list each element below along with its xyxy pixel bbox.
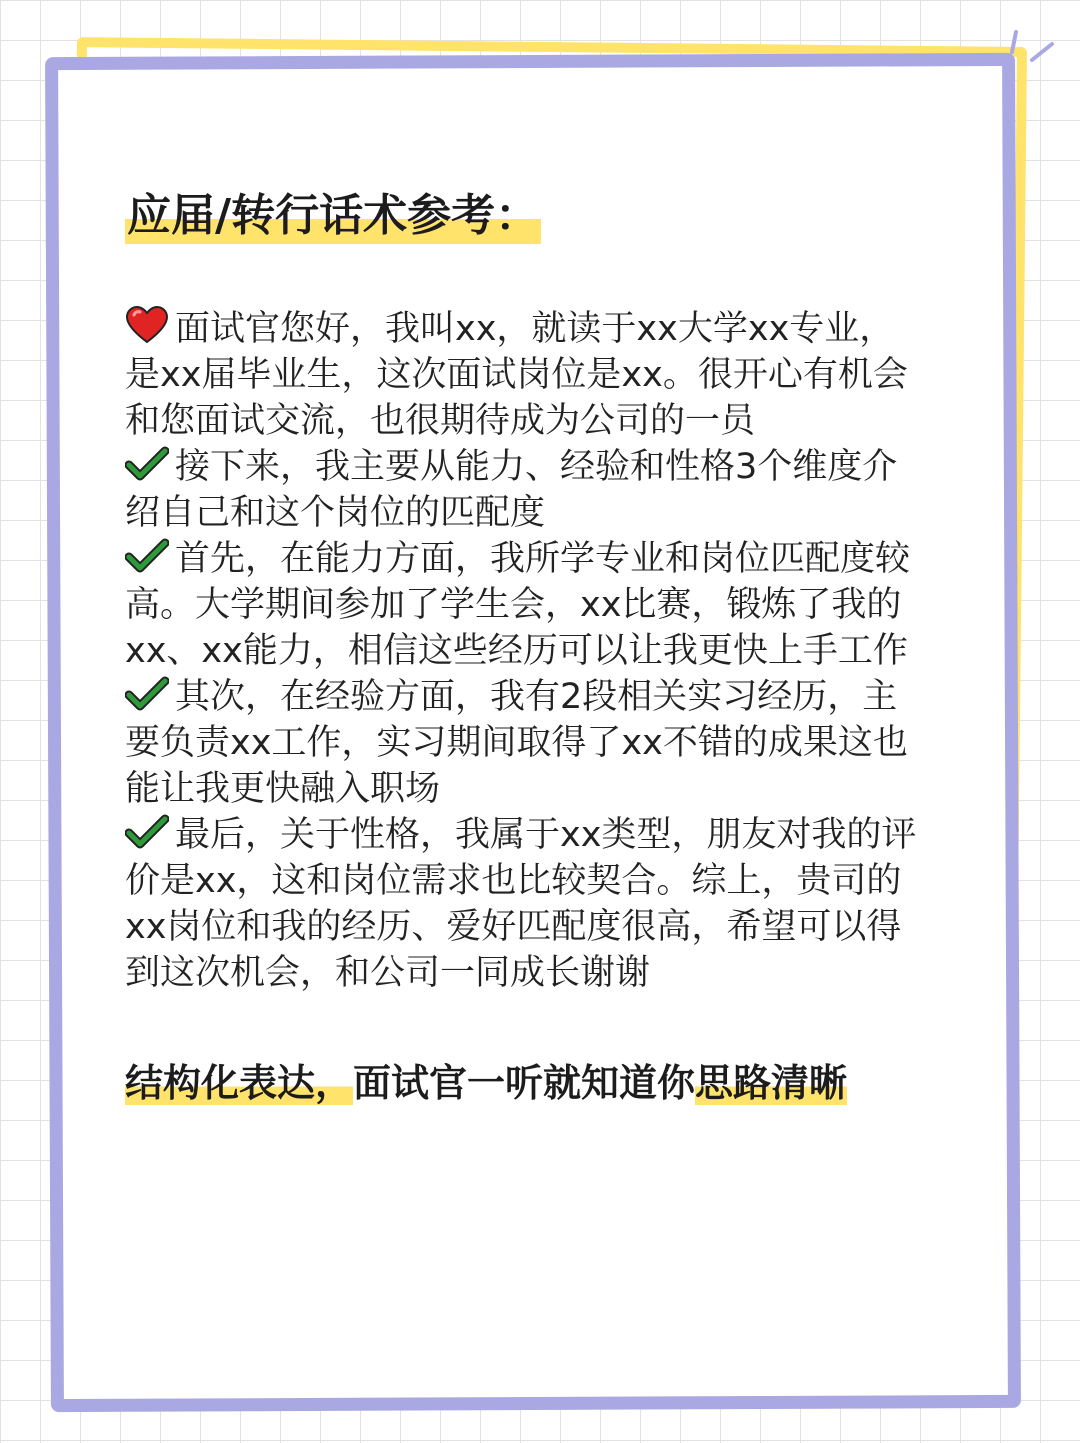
check-icon [125, 538, 169, 574]
paragraph-experience [125, 674, 925, 812]
paragraph-ability [125, 536, 925, 674]
heart-icon [125, 306, 169, 344]
footer-text: 面试官一听就知道你 [353, 1061, 696, 1105]
paragraph-text: 接下来，我主要从能力、经验和性格3个维度介绍自己和这个岗位的匹配度 [125, 447, 898, 533]
check-icon [125, 814, 169, 850]
paragraph-personality [125, 812, 925, 996]
paragraph-dimensions [125, 444, 925, 536]
paragraph-text: 面试官您好，我叫xx，就读于xx大学xx专业，是xx届毕业生，这次面试岗位是xx。很开心有机会和您面试交流，也很期待成为公司的一员 [125, 309, 908, 441]
footer-summary [125, 1058, 925, 1108]
paragraph-text: 其次，在经验方面，我有2段相关实习经历，主要负责xx工作，实习期间取得了xx不错的成果这也能让我更快融入职场 [125, 677, 908, 809]
check-icon [125, 676, 169, 712]
page-title: 应届/转行话术参考： [125, 188, 541, 244]
main-content [125, 188, 925, 1108]
paragraph-text: 最后，关于性格，我属于xx类型，朋友对我的评价是xx，这和岗位需求也比较契合。综上，贵司的xx岗位和我的经历、爱好匹配度很高，希望可以得到这次机会，和公司一同成长谢谢 [125, 815, 917, 993]
paragraph-text: 首先，在能力方面，我所学专业和岗位匹配度较高。大学期间参加了学生会，xx比赛，锻炼了我的xx、xx能力，相信这些经历可以让我更快上手工作 [125, 539, 911, 671]
footer-highlight-1: 结构化表达， [125, 1061, 354, 1105]
footer-highlight-2: 思路清晰 [695, 1061, 848, 1105]
check-icon [125, 446, 169, 482]
sparkle-lines-decoration [1002, 22, 1062, 82]
paragraph-intro [125, 306, 925, 444]
script-body [125, 306, 925, 996]
